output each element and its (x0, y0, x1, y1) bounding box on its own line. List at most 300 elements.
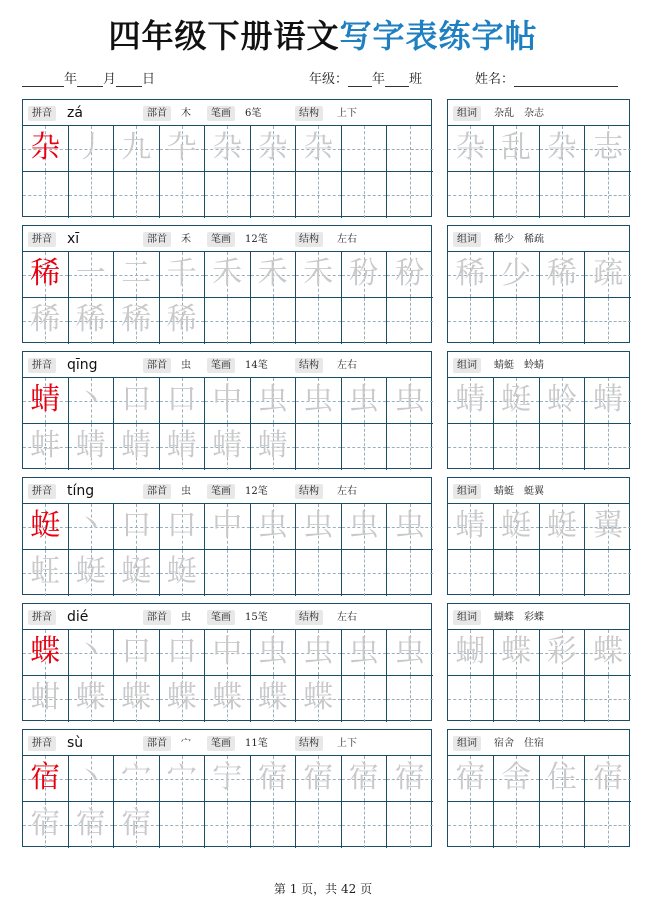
writing-cell[interactable] (114, 252, 160, 298)
strokes-label: 笔画 (207, 736, 235, 751)
word-cell[interactable] (494, 252, 540, 298)
trace-character: 蜻 (257, 428, 288, 463)
writing-cell[interactable] (387, 504, 433, 550)
word-cell[interactable] (448, 756, 494, 802)
page-title (0, 14, 646, 58)
word-cell[interactable] (448, 298, 494, 344)
words-value: 蝴蝶 彩蝶 (494, 612, 544, 623)
strokes-label: 笔画 (207, 484, 235, 499)
trace-character: 虫 (394, 508, 425, 543)
writing-cell[interactable] (23, 378, 69, 424)
words-label: 组词 (453, 232, 481, 247)
writing-cell[interactable] (296, 378, 342, 424)
trace-character: 蜓 (501, 382, 532, 417)
trace-character: 禾 (303, 256, 334, 291)
guide-line-vertical (410, 424, 411, 470)
day-label: 日 (142, 72, 156, 87)
trace-character: 疏 (593, 256, 624, 291)
word-cell[interactable] (494, 172, 540, 218)
trace-character: 虫 (303, 508, 334, 543)
guide-line-vertical (410, 550, 411, 596)
writing-cell[interactable] (23, 802, 69, 848)
word-cell[interactable] (448, 676, 494, 722)
character-block (22, 477, 630, 595)
word-cell[interactable] (494, 676, 540, 722)
writing-cell[interactable] (114, 676, 160, 722)
writing-cell[interactable] (160, 504, 206, 550)
writing-cell[interactable] (23, 126, 69, 172)
trace-character: 稀 (166, 302, 197, 337)
writing-cell[interactable] (114, 378, 160, 424)
word-cell[interactable] (494, 504, 540, 550)
word-cell[interactable] (585, 172, 631, 218)
guide-line-vertical (182, 172, 183, 218)
writing-cell[interactable] (387, 252, 433, 298)
writing-cell[interactable] (387, 172, 433, 218)
writing-cell[interactable] (69, 756, 115, 802)
word-cell[interactable] (448, 172, 494, 218)
class-blank[interactable] (385, 73, 409, 87)
writing-cell[interactable] (342, 378, 388, 424)
guide-line-vertical (470, 424, 471, 470)
guide-line-vertical (516, 676, 517, 722)
writing-cell[interactable] (114, 172, 160, 218)
writing-cell[interactable] (205, 756, 251, 802)
trace-character: 虫 (257, 508, 288, 543)
writing-cell[interactable] (160, 802, 206, 848)
trace-character: 蝶 (501, 634, 532, 669)
writing-cell[interactable] (296, 676, 342, 722)
word-cell[interactable] (585, 298, 631, 344)
writing-cell[interactable] (251, 252, 297, 298)
word-cell[interactable] (494, 298, 540, 344)
writing-cell[interactable] (251, 378, 297, 424)
model-character: 宿 (30, 760, 61, 795)
guide-line-vertical (227, 550, 228, 596)
writing-cell[interactable] (296, 298, 342, 344)
guide-line-vertical (562, 424, 563, 470)
writing-cell[interactable] (251, 504, 297, 550)
writing-cell[interactable] (296, 504, 342, 550)
word-grid-box (447, 225, 630, 343)
trace-character: 蜓 (546, 508, 577, 543)
year-blank[interactable] (22, 73, 64, 87)
writing-cell[interactable] (296, 252, 342, 298)
writing-cell[interactable] (342, 802, 388, 848)
word-cell[interactable] (585, 550, 631, 596)
writing-cell[interactable] (251, 802, 297, 848)
writing-cell[interactable] (296, 126, 342, 172)
writing-cell[interactable] (114, 504, 160, 550)
word-cell[interactable] (540, 676, 586, 722)
trace-character: 志 (593, 130, 624, 165)
word-cell[interactable] (585, 756, 631, 802)
strokes-value: 15笔 (245, 612, 268, 623)
guide-line-vertical (562, 676, 563, 722)
trace-character: 宀 (121, 760, 152, 795)
word-cell[interactable] (448, 550, 494, 596)
writing-cell[interactable] (205, 424, 251, 470)
writing-cell[interactable] (387, 756, 433, 802)
practice-grid-box (22, 351, 432, 469)
character-block (22, 225, 630, 343)
word-grid-box (447, 729, 630, 847)
guide-line-vertical (516, 298, 517, 344)
writing-cell[interactable] (69, 504, 115, 550)
trace-character: 丿 (75, 130, 106, 165)
practice-grid-box (22, 729, 432, 847)
radical-value: 虫 (181, 612, 191, 623)
pinyin-label: 拼音 (28, 358, 56, 373)
trace-character: 虫 (348, 382, 379, 417)
practice-grid-box (22, 603, 432, 721)
writing-cell[interactable] (387, 630, 433, 676)
trace-character: 蜓 (501, 508, 532, 543)
guide-line-vertical (608, 172, 609, 218)
writing-cell[interactable] (69, 424, 115, 470)
trace-character: 卆 (166, 130, 197, 165)
trace-character: 蚟 (30, 554, 61, 589)
word-cell[interactable] (540, 126, 586, 172)
trace-character: 蝶 (303, 680, 334, 715)
structure-label: 结构 (295, 610, 323, 625)
word-cell[interactable] (540, 378, 586, 424)
guide-line-vertical (470, 550, 471, 596)
writing-cell[interactable] (251, 550, 297, 596)
writing-cell[interactable] (160, 630, 206, 676)
word-cell[interactable] (585, 252, 631, 298)
word-header (448, 352, 629, 378)
word-cell[interactable] (585, 126, 631, 172)
writing-cell[interactable] (342, 252, 388, 298)
trace-character: 丶 (75, 508, 106, 543)
word-cell[interactable] (494, 126, 540, 172)
guide-line-vertical (364, 424, 365, 470)
word-header (448, 730, 629, 756)
guide-line-vertical (364, 676, 365, 722)
writing-cell[interactable] (23, 676, 69, 722)
writing-cell[interactable] (160, 252, 206, 298)
word-cell[interactable] (448, 252, 494, 298)
writing-cell[interactable] (342, 126, 388, 172)
writing-cell[interactable] (69, 378, 115, 424)
guide-line-vertical (364, 126, 365, 171)
grade-year-label: 年 (372, 72, 386, 87)
writing-cell[interactable] (160, 172, 206, 218)
writing-cell[interactable] (160, 378, 206, 424)
word-header (448, 226, 629, 252)
writing-cell[interactable] (114, 424, 160, 470)
writing-cell[interactable] (251, 424, 297, 470)
trace-character: 秎 (348, 256, 379, 291)
guide-line-vertical (318, 550, 319, 596)
writing-cell[interactable] (69, 676, 115, 722)
pinyin-label: 拼音 (28, 232, 56, 247)
guide-line-vertical (516, 550, 517, 596)
trace-character: 杂 (257, 130, 288, 165)
character-info-header (23, 100, 431, 126)
writing-cell[interactable] (342, 676, 388, 722)
word-cell[interactable] (448, 630, 494, 676)
trace-character: 宿 (257, 760, 288, 795)
word-cell[interactable] (585, 424, 631, 470)
writing-cell[interactable] (114, 126, 160, 172)
pinyin-value: tíng (67, 483, 95, 499)
trace-character: 宿 (455, 760, 486, 795)
writing-cell[interactable] (23, 424, 69, 470)
word-cell[interactable] (585, 676, 631, 722)
writing-cell[interactable] (387, 126, 433, 172)
writing-cell[interactable] (69, 252, 115, 298)
writing-cell[interactable] (342, 172, 388, 218)
writing-cell[interactable] (205, 550, 251, 596)
writing-cell[interactable] (342, 504, 388, 550)
writing-cell[interactable] (342, 550, 388, 596)
writing-cell[interactable] (342, 298, 388, 344)
guide-line-vertical (410, 298, 411, 344)
trace-character: 口 (121, 382, 152, 417)
structure-label: 结构 (295, 484, 323, 499)
word-cell[interactable] (540, 298, 586, 344)
writing-cell[interactable] (251, 126, 297, 172)
writing-cell[interactable] (69, 550, 115, 596)
writing-cell[interactable] (69, 630, 115, 676)
writing-cell[interactable] (205, 298, 251, 344)
writing-cell[interactable] (296, 424, 342, 470)
month-blank[interactable] (77, 73, 103, 87)
trace-character: 口 (166, 382, 197, 417)
word-grid-box (447, 99, 630, 217)
word-cell[interactable] (585, 504, 631, 550)
model-character: 蜻 (30, 382, 61, 417)
trace-character: 口 (121, 508, 152, 543)
strokes-label: 笔画 (207, 106, 235, 121)
writing-cell[interactable] (114, 298, 160, 344)
name-blank[interactable] (514, 73, 618, 87)
trace-character: 口 (121, 634, 152, 669)
trace-character: 虫 (348, 634, 379, 669)
word-header (448, 100, 629, 126)
writing-cell[interactable] (205, 172, 251, 218)
word-cell[interactable] (540, 630, 586, 676)
name-label: 姓名： (475, 72, 515, 87)
guide-line-vertical (470, 172, 471, 218)
structure-label: 结构 (295, 232, 323, 247)
writing-cell[interactable] (160, 298, 206, 344)
word-cell[interactable] (448, 126, 494, 172)
trace-character: 蝴 (455, 634, 486, 669)
word-cell[interactable] (494, 378, 540, 424)
structure-value: 左右 (337, 612, 357, 623)
word-cell[interactable] (494, 756, 540, 802)
writing-cell[interactable] (251, 298, 297, 344)
guide-line-vertical (516, 424, 517, 470)
writing-cell[interactable] (251, 676, 297, 722)
writing-cell[interactable] (387, 378, 433, 424)
writing-cell[interactable] (205, 630, 251, 676)
guide-line-vertical (410, 172, 411, 218)
structure-value: 上下 (337, 108, 357, 119)
practice-grid-box (22, 477, 432, 595)
word-cell[interactable] (494, 630, 540, 676)
radical-label: 部首 (143, 358, 171, 373)
word-cell[interactable] (494, 802, 540, 848)
writing-cell[interactable] (23, 504, 69, 550)
pinyin-value: sù (67, 735, 84, 751)
writing-cell[interactable] (342, 424, 388, 470)
trace-character: 蜻 (455, 508, 486, 543)
trace-character: 蜓 (121, 554, 152, 589)
radical-label: 部首 (143, 232, 171, 247)
words-value: 稀少 稀疏 (494, 234, 544, 245)
trace-character: 舍 (501, 760, 532, 795)
writing-cell[interactable] (296, 630, 342, 676)
writing-cell[interactable] (23, 630, 69, 676)
writing-cell[interactable] (296, 802, 342, 848)
trace-character: 丶 (75, 760, 106, 795)
writing-cell[interactable] (342, 630, 388, 676)
trace-character: 稀 (546, 256, 577, 291)
word-cell[interactable] (448, 378, 494, 424)
writing-cell[interactable] (342, 756, 388, 802)
writing-cell[interactable] (296, 756, 342, 802)
writing-cell[interactable] (387, 424, 433, 470)
writing-cell[interactable] (205, 504, 251, 550)
word-cell[interactable] (540, 802, 586, 848)
strokes-value: 6笔 (245, 108, 262, 119)
writing-cell[interactable] (69, 802, 115, 848)
day-blank[interactable] (116, 73, 142, 87)
writing-cell[interactable] (251, 756, 297, 802)
trace-character: 蝶 (593, 634, 624, 669)
word-header (448, 478, 629, 504)
word-cell[interactable] (494, 424, 540, 470)
words-value: 蜻蜓 蜓翼 (494, 486, 544, 497)
trace-character: 宁 (212, 760, 243, 795)
class-label: 班 (409, 72, 423, 87)
writing-cell[interactable] (69, 298, 115, 344)
trace-character: 口 (166, 508, 197, 543)
guide-line-vertical (318, 424, 319, 470)
writing-cell[interactable] (251, 630, 297, 676)
writing-cell[interactable] (205, 802, 251, 848)
writing-cell[interactable] (387, 802, 433, 848)
words-label: 组词 (453, 106, 481, 121)
trace-character: 千 (166, 256, 197, 291)
writing-cell[interactable] (160, 676, 206, 722)
strokes-label: 笔画 (207, 232, 235, 247)
writing-cell[interactable] (114, 756, 160, 802)
words-label: 组词 (453, 358, 481, 373)
words-label: 组词 (453, 610, 481, 625)
model-character: 杂 (30, 130, 61, 165)
writing-cell[interactable] (69, 126, 115, 172)
writing-cell[interactable] (23, 298, 69, 344)
writing-cell[interactable] (160, 126, 206, 172)
writing-cell[interactable] (23, 252, 69, 298)
word-cell[interactable] (540, 424, 586, 470)
trace-character: 九 (121, 130, 152, 165)
writing-cell[interactable] (23, 550, 69, 596)
guide-line-vertical (562, 550, 563, 596)
writing-cell[interactable] (387, 298, 433, 344)
radical-label: 部首 (143, 484, 171, 499)
writing-cell[interactable] (205, 252, 251, 298)
word-cell[interactable] (448, 504, 494, 550)
guide-line-vertical (273, 172, 274, 218)
structure-value: 上下 (337, 738, 357, 749)
trace-character: 稀 (121, 302, 152, 337)
word-header (448, 604, 629, 630)
words-value: 蜻蜓 蛉蜻 (494, 360, 544, 371)
writing-cell[interactable] (23, 756, 69, 802)
guide-line-vertical (364, 172, 365, 218)
guide-line-vertical (608, 424, 609, 470)
writing-cell[interactable] (114, 802, 160, 848)
word-cell[interactable] (540, 550, 586, 596)
words-value: 宿舍 住宿 (494, 738, 544, 749)
word-cell[interactable] (540, 252, 586, 298)
writing-cell[interactable] (23, 172, 69, 218)
writing-cell[interactable] (114, 550, 160, 596)
writing-cell[interactable] (205, 126, 251, 172)
pinyin-label: 拼音 (28, 484, 56, 499)
grade-blank[interactable] (348, 73, 372, 87)
writing-cell[interactable] (205, 378, 251, 424)
guide-line-vertical (608, 550, 609, 596)
strokes-value: 14笔 (245, 360, 268, 371)
strokes-value: 12笔 (245, 486, 268, 497)
trace-character: 虫 (303, 634, 334, 669)
word-cell[interactable] (585, 802, 631, 848)
word-cell[interactable] (585, 378, 631, 424)
writing-cell[interactable] (296, 172, 342, 218)
character-info-header (23, 226, 431, 252)
guide-line-vertical (182, 802, 183, 848)
writing-cell[interactable] (160, 550, 206, 596)
writing-cell[interactable] (160, 756, 206, 802)
writing-cell[interactable] (69, 172, 115, 218)
trace-character: 丶 (75, 382, 106, 417)
trace-character: 蝶 (257, 680, 288, 715)
writing-cell[interactable] (160, 424, 206, 470)
writing-cell[interactable] (387, 676, 433, 722)
word-cell[interactable] (448, 802, 494, 848)
writing-cell[interactable] (114, 630, 160, 676)
radical-value: 禾 (181, 234, 191, 245)
trace-character: 宿 (394, 760, 425, 795)
words-label: 组词 (453, 484, 481, 499)
writing-cell[interactable] (205, 676, 251, 722)
trace-character: 少 (501, 256, 532, 291)
writing-cell[interactable] (387, 550, 433, 596)
word-cell[interactable] (448, 424, 494, 470)
guide-line-vertical (227, 172, 228, 218)
word-cell[interactable] (494, 550, 540, 596)
writing-cell[interactable] (296, 550, 342, 596)
guide-line-vertical (136, 172, 137, 218)
word-cell[interactable] (540, 172, 586, 218)
strokes-label: 笔画 (207, 358, 235, 373)
structure-label: 结构 (295, 358, 323, 373)
word-cell[interactable] (540, 756, 586, 802)
writing-cell[interactable] (251, 172, 297, 218)
word-cell[interactable] (540, 504, 586, 550)
structure-value: 左右 (337, 486, 357, 497)
practice-grid-box (22, 225, 432, 343)
word-cell[interactable] (585, 630, 631, 676)
trace-character: 中 (212, 382, 243, 417)
